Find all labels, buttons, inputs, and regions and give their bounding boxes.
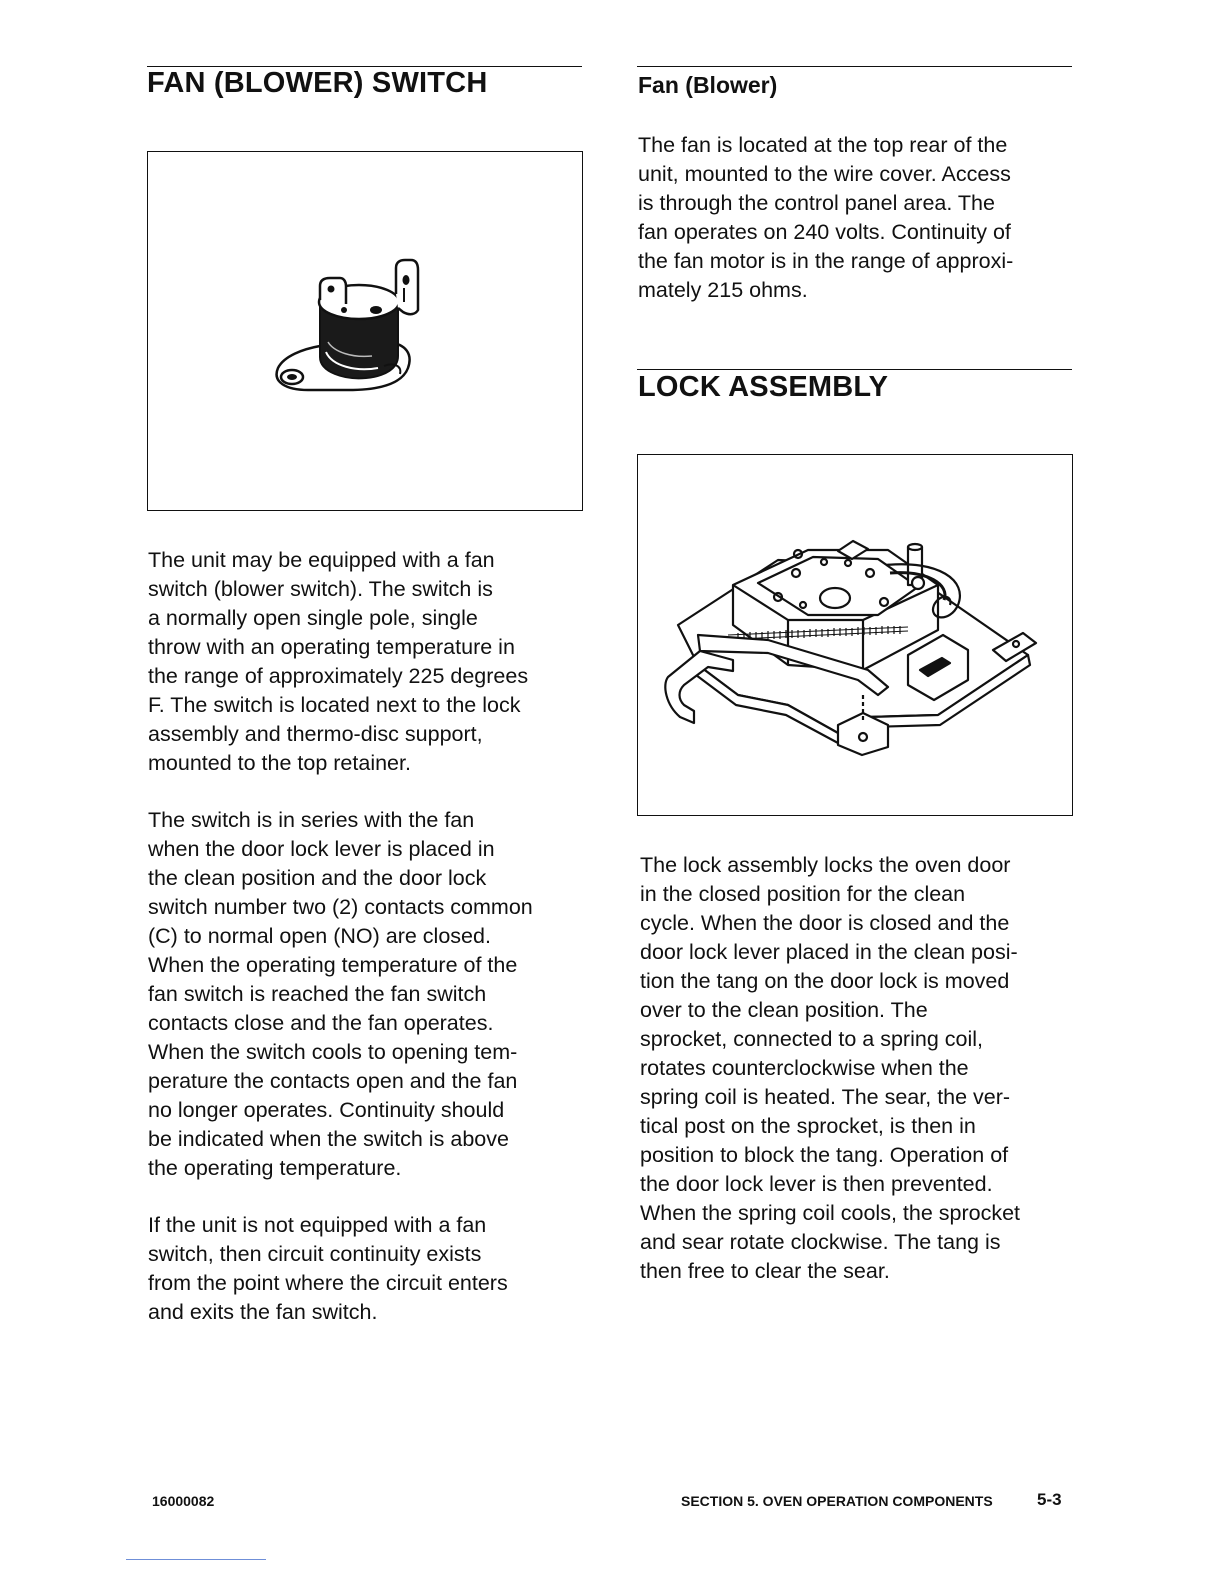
fan-blower-heading: Fan (Blower) <box>638 72 778 98</box>
document-number: 16000082 <box>152 1493 215 1509</box>
section-title: SECTION 5. OVEN OPERATION COMPONENTS <box>681 1493 993 1509</box>
fan-switch-figure <box>147 151 583 511</box>
lock-assembly-heading: LOCK ASSEMBLY <box>638 371 889 403</box>
lock-assembly-paragraph: The lock assembly locks the oven door in the closed position for the clean cycle. When the door is closed and the door lock lever placed in the clean posi- tion the tang on the door lock is moved over to the clean position. The sprocket, connected to a spring coil, rotates counterclockwise when the spring coil is heated. The sear, the ver- tical post on the sprocket, is then in position to block the tang. Operation of the door lock lever is then prevented. When the spring coil cools, the sprocket and sear rotate clockwise. The tang is then free to clear the sear. <box>640 853 1021 1283</box>
door-lock-assembly-icon <box>638 455 1071 814</box>
lock-assembly-figure <box>637 454 1073 816</box>
lock-heading-rule <box>637 369 1072 370</box>
thermostat-disc-switch-icon <box>148 152 581 509</box>
page-number: 5-3 <box>1037 1490 1062 1509</box>
fan-blower-paragraph: The fan is located at the top rear of the unit, mounted to the wire cover. Access is through the control panel area. The fan operates on 240 volts. Continuity of the fan motor is in the range of approxi- mately 215 ohms. <box>638 133 1014 302</box>
fan-switch-paragraph-1: The unit may be equipped with a fan switch (blower switch). The switch is a normally open single pole, single throw with an operating temperature in the range of approximately 225 degrees F. The switch is located next to the lock assembly and thermo-disc support, mounted to the top retainer. <box>148 548 529 775</box>
fan-heading-rule <box>637 66 1072 67</box>
scan-artifact-line <box>126 1559 266 1560</box>
fan-switch-paragraph-3: If the unit is not equipped with a fan switch, then circuit continuity exists from the point where the circuit enters and exits the fan switch. <box>148 1213 508 1324</box>
fan-switch-heading: FAN (BLOWER) SWITCH <box>147 67 488 99</box>
fan-switch-paragraph-2: The switch is in series with the fan when the door lock lever is placed in the clean position and the door lock switch number two (2) contacts common (C) to normal open (NO) are closed. When the operating temperature of the fan switch is reached the fan switch contacts close and the fan operates. When the switch cools to opening tem- perature the contacts open and the fan no longer operates. Continuity should be indicated when the switch is above the operating temperature. <box>148 808 533 1180</box>
